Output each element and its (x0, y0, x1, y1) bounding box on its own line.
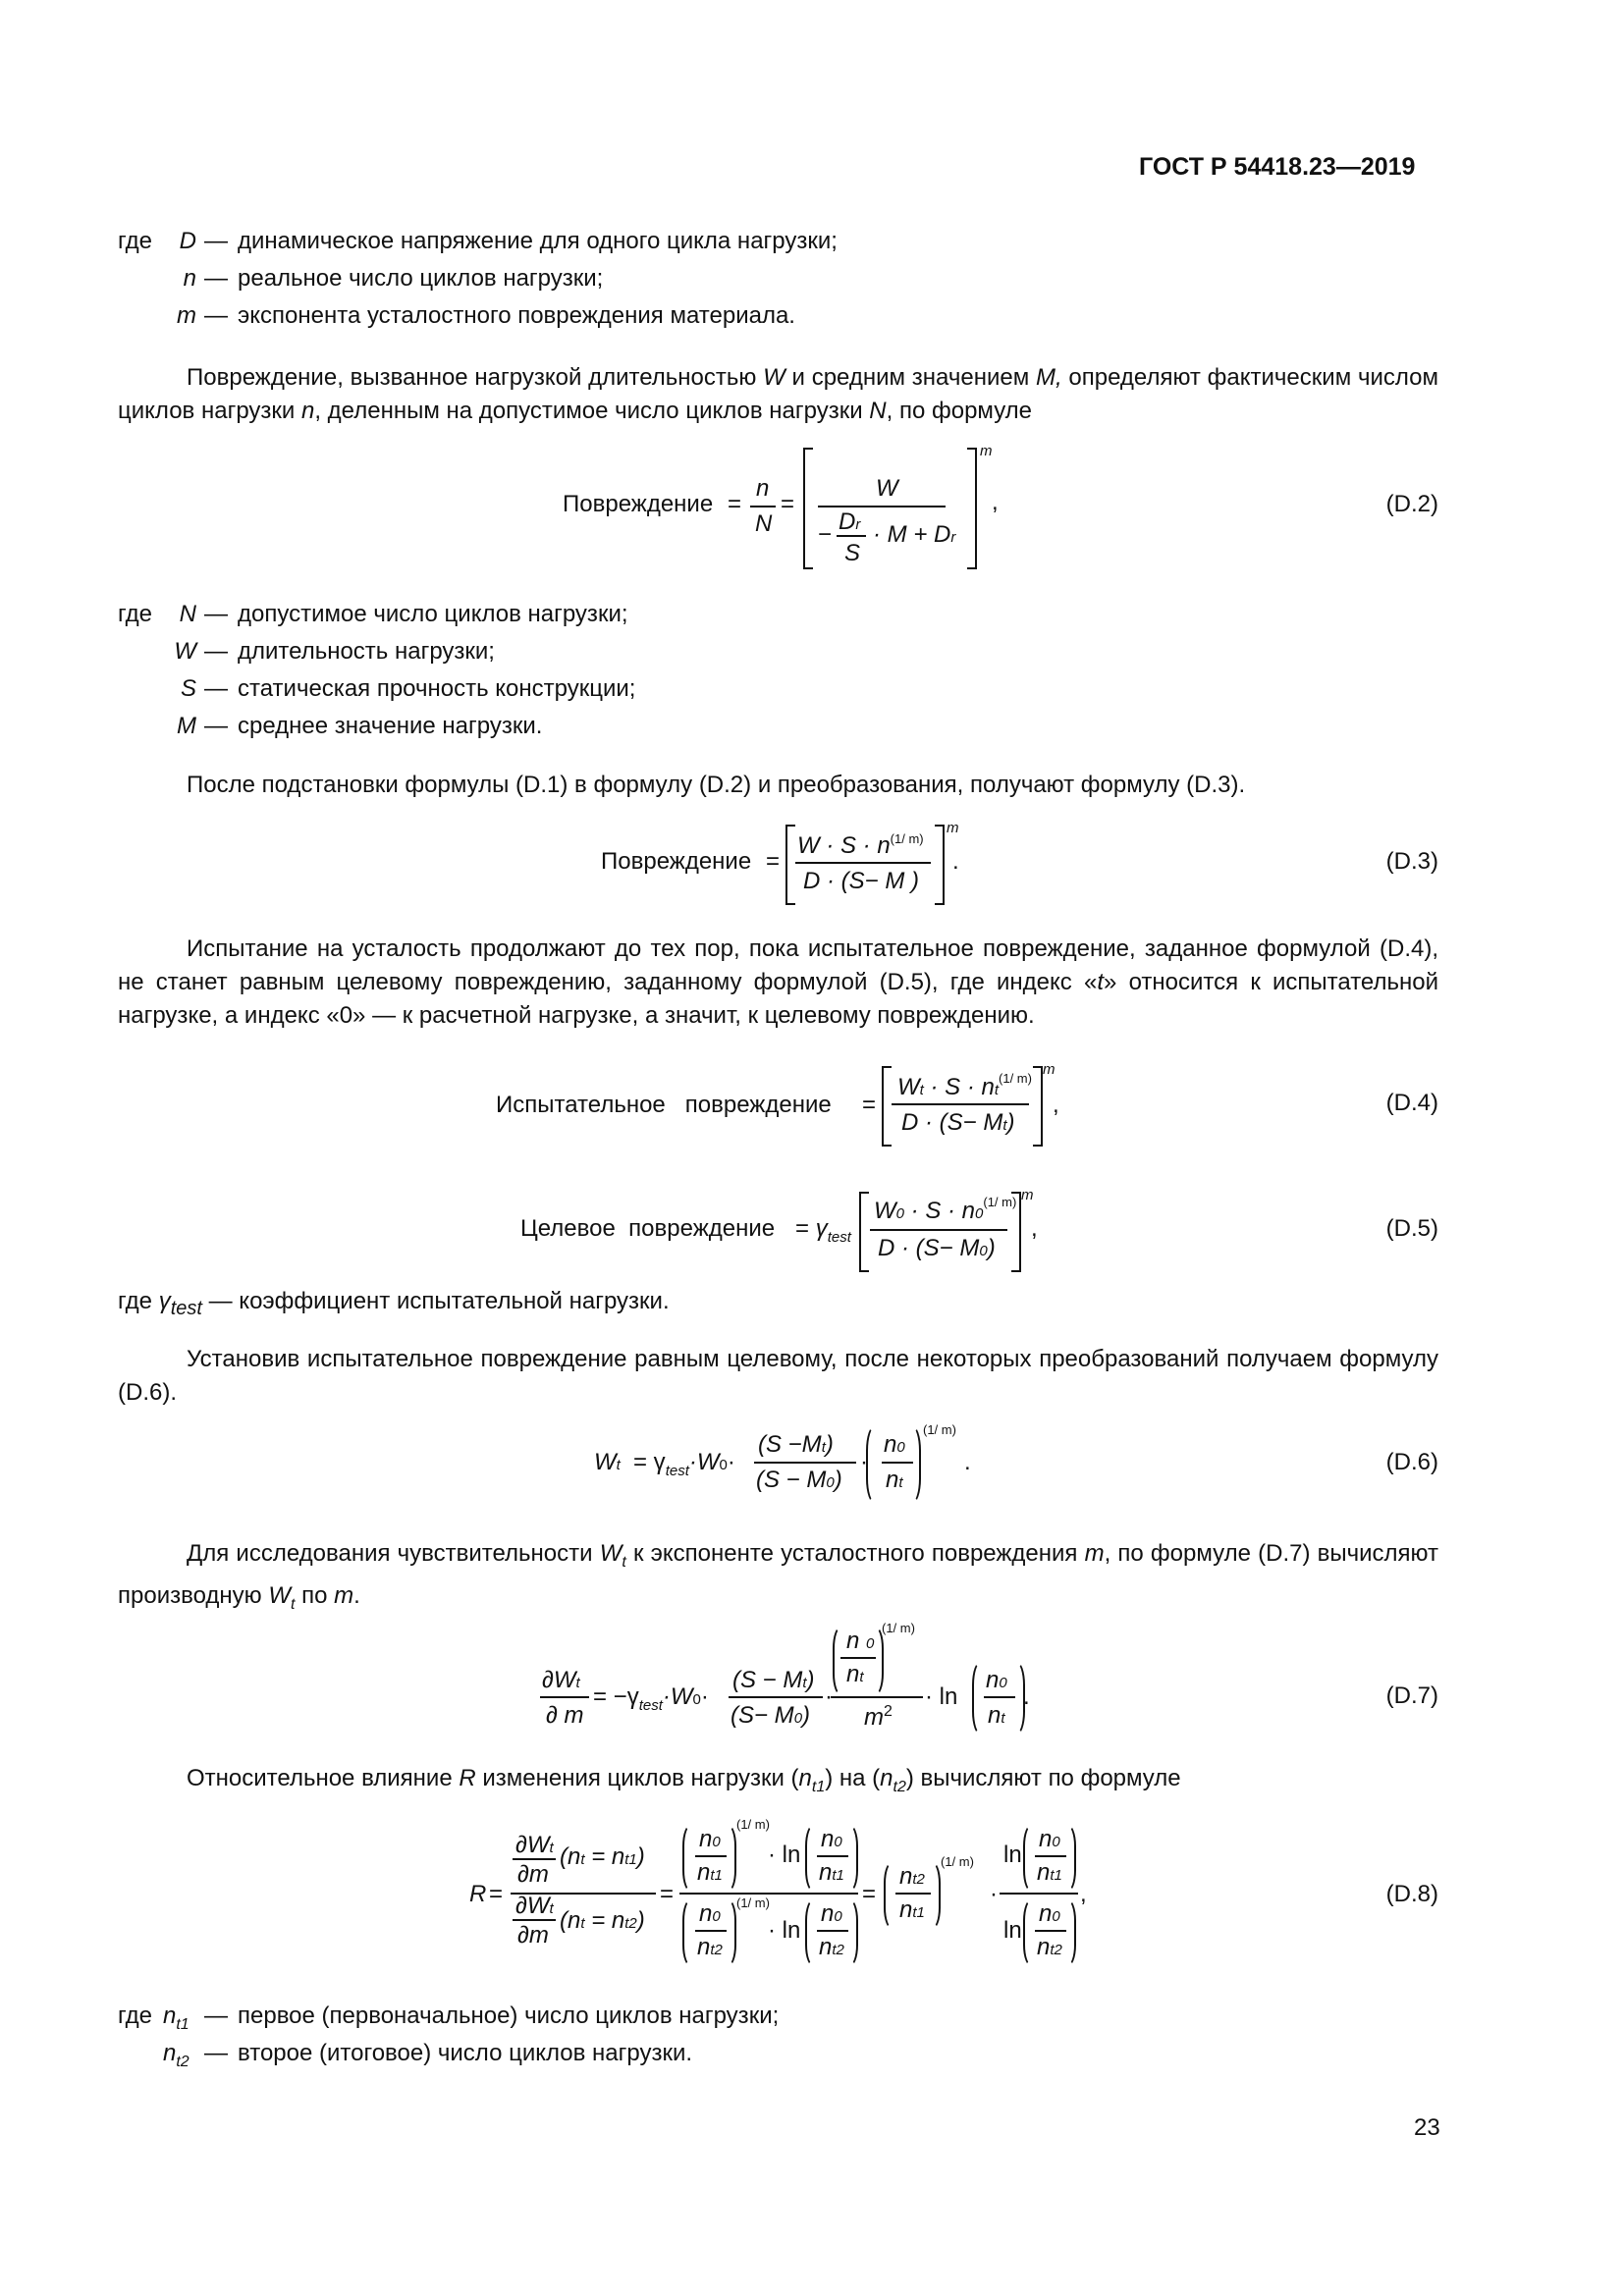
list-symbol: $n_{t2}$ (163, 2040, 189, 2070)
list-where: где (118, 2002, 153, 2029)
subscript: 0 (793, 1710, 803, 1727)
superscript: 2 (884, 1703, 893, 1720)
equation-number: (D.5) (1385, 1215, 1438, 1242)
subscript: test (827, 1229, 851, 1246)
eq-exponent: (1/ m) (736, 1896, 770, 1910)
right-bracket (935, 825, 945, 905)
eq-numerator: $W0 \cdot S \cdot n0^{(1/ m)}$ (874, 1195, 1017, 1224)
eq-label: Повреждение (601, 848, 752, 875)
eq-exponent: (1/ m) (736, 1817, 770, 1832)
paragraph-4: Установив испытательное повреждение равным целевому, после некоторых преобразований получаем формулу (D.6). (118, 1346, 1438, 1406)
fraction-line (892, 1103, 1029, 1105)
eq-sign: = (728, 491, 742, 517)
eq-n0: n0 (1039, 1900, 1060, 1927)
eq-ln: · ln (925, 1683, 958, 1710)
fraction-line (750, 506, 776, 507)
eq-period: . (964, 1449, 971, 1475)
fraction-line (729, 1696, 823, 1698)
eq-nt2: nt2 (697, 1934, 723, 1960)
eq-nt2: nt2 (899, 1863, 925, 1890)
list-where: где (118, 228, 153, 254)
list-dash: — (204, 713, 228, 739)
eq-ln: ln (1003, 1917, 1022, 1944)
list-dash: — (204, 638, 228, 665)
subscript: 0 (866, 1635, 875, 1652)
para-text: определяют фактическим числом циклов нагрузки (118, 364, 1438, 424)
right-paren (1058, 1824, 1076, 1893)
eq-nt1: nt1 (899, 1896, 925, 1923)
list-dash: — (204, 601, 228, 627)
subscript: 0 (834, 1834, 842, 1850)
list-dash: — (204, 302, 228, 329)
para-var: m (1084, 1540, 1105, 1567)
right-paren (923, 1861, 941, 1930)
para-text: » относится к испытательной нагрузке, а индекс «0» — к расчетной нагрузке, а значит, к целевому повреждению. (118, 969, 1439, 1029)
eq-numerator: $Wt \cdot S \cdot nt^{(1/ m)}$ (897, 1071, 1032, 1100)
list-text: второе (итоговое) число циклов нагрузки. (238, 2040, 693, 2066)
subscript: t1 (1050, 1867, 1062, 1884)
subscript: 0 (975, 1205, 984, 1222)
page-number: 23 (1414, 2114, 1440, 2141)
eq-comma: , (1031, 1215, 1038, 1242)
fraction-line (540, 1696, 589, 1698)
right-paren (840, 1898, 858, 1967)
subscript: t (616, 1457, 621, 1473)
subscript: t1 (176, 2015, 189, 2033)
gamma-definition (118, 1288, 670, 1319)
eq-label: Испытательное повреждение (496, 1092, 832, 1118)
eq-rhs-start: = $-\gamma_{test}\cdot W0\cdot$ (593, 1683, 709, 1714)
subscript: t (549, 1900, 554, 1917)
eq-nt: nt (886, 1467, 903, 1493)
list-text: экспонента усталостного повреждения материала. (238, 302, 795, 329)
subscript: 0 (895, 1205, 904, 1222)
right-paren (866, 1626, 884, 1696)
eq-period: . (1023, 1683, 1030, 1710)
paragraph-5 (118, 1537, 1438, 1622)
fraction-line (795, 862, 931, 864)
para-text: ) вычисляют по формуле (905, 1765, 1181, 1791)
eq-ln: ln (1003, 1842, 1022, 1868)
right-paren (903, 1425, 921, 1504)
list-dash: — (204, 228, 228, 254)
subscript: r (855, 516, 861, 533)
list-where: где (118, 1288, 153, 1314)
para-text: по (295, 1581, 335, 1609)
paragraph-6 (187, 1765, 1181, 1801)
right-paren (1058, 1898, 1076, 1967)
eq-ln: · ln (768, 1917, 801, 1944)
para-text: . (353, 1581, 360, 1609)
para-text: , деленным на допустимое число циклов нагрузки (314, 398, 870, 424)
eq-lhs: Wt (594, 1449, 621, 1475)
eq-comma: , (1080, 1881, 1087, 1907)
equation-number: (D.6) (1385, 1449, 1438, 1475)
eq-partial-den: ∂ m (546, 1702, 584, 1729)
eq-nt1: nt1 (819, 1859, 844, 1886)
eq-nt1: nt1 (697, 1859, 723, 1886)
eq-dot: · (860, 1449, 868, 1475)
list-dash: — (204, 2040, 228, 2066)
para-var: t (1097, 969, 1105, 995)
eq-minus: − (818, 521, 833, 548)
subscript: t (919, 1082, 924, 1098)
subscript: t1 (912, 1904, 925, 1921)
eq-nt2: nt2 (819, 1934, 844, 1960)
list-text: длительность нагрузки; (238, 638, 495, 665)
eq-denominator: (S− M0) (731, 1702, 811, 1729)
subscript: t2 (893, 1778, 906, 1795)
eq-denominator: D · (S− M0) (878, 1235, 996, 1261)
equation-number: (D.4) (1385, 1090, 1438, 1116)
eq-denominator: D · (S− M ) (803, 868, 919, 894)
subscript: 0 (1052, 1908, 1060, 1925)
subscript: t2 (1050, 1942, 1062, 1958)
eq-sign: = (862, 1092, 877, 1118)
fraction-line (870, 1229, 1007, 1231)
eq-dot: · (990, 1881, 998, 1907)
eq-m2: $m^2$ (864, 1703, 893, 1731)
para-text: ) на ( (825, 1765, 881, 1791)
subscript: t (580, 1915, 585, 1932)
para-var: m (334, 1581, 354, 1609)
gamma: γ (815, 1215, 828, 1242)
subscript: t2 (176, 2053, 189, 2070)
list-symbol: M (177, 713, 196, 739)
para-var: W (268, 1581, 291, 1609)
para-var: N (869, 398, 887, 424)
eq-numerator: (S − Mt) (732, 1667, 815, 1693)
eq-n0: n0 (699, 1826, 721, 1852)
subscript: t (821, 1439, 826, 1456)
list-symbol: m (177, 302, 196, 329)
para-var: W (599, 1540, 623, 1567)
eq-sign: = (766, 848, 781, 875)
subscript: t (549, 1840, 554, 1856)
paragraph-2: После подстановки формулы (D.1) в формулу (D.2) и преобразования, получают формулу (D.3). (187, 772, 1246, 798)
para-text: Повреждение, вызванное нагрузкой длительностью (187, 364, 764, 391)
eq-partial-num: ∂Wt (515, 1893, 554, 1919)
subscript: test (638, 1697, 663, 1714)
subscript: t (580, 1851, 585, 1868)
eq-s: S (844, 540, 861, 566)
eq-numerator: W (876, 475, 898, 502)
right-bracket (1011, 1192, 1021, 1272)
eq-partial-den: ∂m (517, 1922, 549, 1949)
eq-sign: = (660, 1881, 675, 1907)
gamma: γ (158, 1288, 171, 1314)
subscript: 0 (1052, 1834, 1060, 1850)
list-text: первое (первоначальное) число циклов нагрузки; (238, 2002, 780, 2029)
eq-numerator: (S −Mt) (758, 1431, 834, 1458)
eq-nt2: nt2 (1037, 1934, 1062, 1960)
subscript: r (950, 529, 956, 546)
eq-n0: n0 (986, 1667, 1007, 1693)
superscript: (1/ m) (983, 1195, 1017, 1209)
subscript: t (994, 1082, 1000, 1098)
superscript: (1/ m) (890, 831, 924, 846)
list-dash: — (204, 2002, 228, 2029)
equation-number: (D.7) (1385, 1682, 1438, 1709)
para-var: M, (1035, 364, 1062, 391)
list-text: допустимое число циклов нагрузки; (238, 601, 628, 627)
eq-denominator: (S − M0) (756, 1467, 842, 1493)
eq-n0: n 0 (846, 1628, 875, 1654)
subscript: t1 (710, 1867, 723, 1884)
fraction-line (831, 1696, 923, 1698)
fraction-line (1000, 1893, 1078, 1895)
eq-R: R (469, 1881, 487, 1907)
eq-exponent: (1/ m) (941, 1854, 974, 1869)
list-symbol: $n_{t1}$ (163, 2002, 189, 2033)
para-var: n (300, 398, 315, 424)
subscript: 0 (834, 1908, 842, 1925)
list-symbol: D (179, 228, 196, 254)
left-bracket (785, 825, 795, 905)
eq-rhs-start: = $\gamma_{test}\cdot W0\cdot$ (633, 1449, 735, 1479)
subscript: t (290, 1595, 296, 1613)
eq-ln: · ln (768, 1842, 801, 1868)
eq-exponent: (1/ m) (882, 1621, 915, 1635)
paragraph-3 (118, 933, 1438, 1033)
document-id: ГОСТ Р 54418.23—2019 (1139, 153, 1416, 181)
para-var: n (798, 1765, 812, 1791)
equation-number: (D.3) (1385, 848, 1438, 875)
list-text: статическая прочность конструкции; (238, 675, 636, 702)
left-bracket (882, 1066, 892, 1147)
subscript: t2 (912, 1871, 925, 1888)
eq-numerator: n (756, 475, 770, 502)
eq-exponent: (1/ m) (923, 1422, 956, 1437)
eq-n0: n0 (699, 1900, 721, 1927)
para-text: изменения циклов нагрузки ( (475, 1765, 799, 1791)
eq-sign: = (781, 491, 795, 517)
eq-exponent: m (947, 820, 959, 836)
subscript: t (1002, 1117, 1007, 1134)
list-dash: — (204, 265, 228, 292)
eq-n0: n0 (1039, 1826, 1060, 1852)
subscript: 0 (979, 1243, 988, 1259)
subscript: 0 (712, 1834, 721, 1850)
subscript: t (622, 1553, 626, 1571)
right-paren (840, 1824, 858, 1893)
eq-denominator: N (755, 510, 773, 537)
eq-comma: , (992, 489, 999, 515)
para-var: n (880, 1765, 893, 1791)
subscript: 0 (896, 1439, 905, 1456)
subscript: t (1001, 1710, 1005, 1727)
subscript: t (802, 1675, 807, 1691)
eq-nt1: nt1 (1037, 1859, 1062, 1886)
list-text: среднее значение нагрузки. (238, 713, 543, 739)
subscript: t2 (624, 1915, 637, 1932)
eq-denominator: D · (S− Mt) (901, 1109, 1015, 1136)
subscript: t2 (710, 1942, 723, 1958)
superscript: (1/ m) (999, 1071, 1032, 1086)
eq-sign: = (489, 1881, 504, 1907)
eq-period: . (952, 848, 959, 875)
left-bracket (803, 448, 813, 569)
fraction-line (754, 1462, 856, 1464)
para-text: Испытание на усталость продолжают до тех пор, пока испытательное повреждение, заданное формулой (D.4), не станет равным целевому повреждению, заданному формулой (D.5), где индекс « (118, 935, 1438, 995)
paragraph-1 (118, 361, 1438, 428)
list-dash: — (204, 675, 228, 702)
subscript: test (170, 1298, 202, 1319)
list-symbol: W (174, 638, 196, 665)
eq-n0: n0 (821, 1826, 842, 1852)
list-text: реальное число циклов нагрузки; (238, 265, 604, 292)
right-bracket (1033, 1066, 1043, 1147)
eq-exponent: m (980, 443, 993, 459)
para-var: R (459, 1765, 476, 1791)
subscript: 0 (692, 1691, 701, 1708)
subscript: t (898, 1474, 903, 1491)
eq-sign: = (862, 1881, 877, 1907)
subscript: t (575, 1675, 580, 1691)
definition-text: — коэффициент испытательной нагрузки. (208, 1288, 670, 1314)
eq-dot: · (825, 1683, 833, 1710)
list-where: где (118, 601, 153, 627)
fraction-line (513, 1858, 556, 1860)
para-text: к экспоненте усталостного повреждения (625, 1540, 1085, 1567)
eq-dr: Dr (839, 508, 861, 535)
eq-label: Повреждение (563, 491, 714, 517)
subscript: test (665, 1463, 689, 1479)
eq-cond: (nt = nt1) (560, 1843, 645, 1870)
eq-numerator: $W \cdot S \cdot n^{(1/ m)}$ (797, 831, 924, 859)
eq-partial-num: ∂Wt (515, 1832, 554, 1858)
para-text: Для исследования чувствительности (187, 1540, 600, 1567)
eq-sign: = $\gamma_{test}$ (795, 1215, 851, 1246)
fraction-line (818, 506, 946, 507)
subscript: t1 (624, 1851, 637, 1868)
eq-cond: (nt = nt2) (560, 1907, 645, 1934)
para-var: W (763, 364, 785, 391)
eq-nt: nt (988, 1702, 1005, 1729)
list-symbol: N (179, 601, 196, 627)
eq-exponent: m (1043, 1061, 1056, 1078)
left-bracket (859, 1192, 869, 1272)
subscript: 0 (999, 1675, 1007, 1691)
list-symbol: n (183, 265, 196, 292)
eq-comma: , (1053, 1092, 1059, 1118)
subscript: 0 (719, 1457, 728, 1473)
para-text: и средним значением (785, 364, 1036, 391)
subscript: 0 (712, 1908, 721, 1925)
subscript: t1 (832, 1867, 844, 1884)
list-symbol: S (180, 675, 196, 702)
right-paren (719, 1824, 736, 1893)
eq-partial-num: ∂Wt (542, 1667, 580, 1693)
eq-label: Целевое повреждение (520, 1215, 776, 1242)
subscript: t1 (811, 1778, 826, 1795)
eq-nt: nt (846, 1661, 864, 1687)
eq-tail: · M + Dr (873, 521, 956, 548)
eq-exponent: m (1021, 1187, 1034, 1203)
right-bracket (967, 448, 977, 569)
eq-n0: n0 (821, 1900, 842, 1927)
list-text: динамическое напряжение для одного цикла нагрузки; (238, 228, 838, 254)
left-paren (866, 1425, 884, 1504)
para-text: , по формуле (886, 398, 1033, 424)
equation-number: (D.2) (1385, 491, 1438, 517)
eq-n0: n0 (884, 1431, 905, 1458)
subscript: t2 (832, 1942, 844, 1958)
fraction-line (513, 1919, 556, 1921)
equation-number: (D.8) (1385, 1881, 1438, 1907)
fraction-line (679, 1893, 858, 1895)
fraction-line (837, 535, 866, 537)
para-text: Относительное влияние (187, 1765, 460, 1791)
para-text: , по формуле (D.7) вычисляют производную (118, 1540, 1438, 1609)
subscript: t (859, 1669, 864, 1685)
right-paren (719, 1898, 736, 1967)
subscript: 0 (826, 1474, 835, 1491)
eq-partial-den: ∂m (517, 1861, 549, 1888)
